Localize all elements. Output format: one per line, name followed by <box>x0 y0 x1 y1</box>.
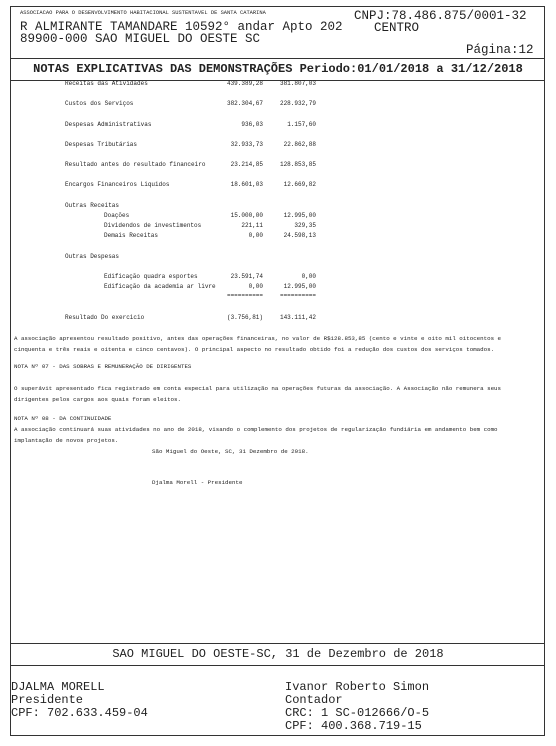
divider <box>10 643 545 644</box>
table-row: Demais Receitas 0,00 24.598,13 <box>104 232 316 239</box>
note-7-text: O superávit apresentado fica registrado em conta especial para utilização na operações futuras da associação. A Associação não remunera seus dirigentes pelos cargos aos quais foram eleitos. <box>14 385 502 403</box>
note-8-title: NOTA Nº 08 - DA CONTINUIDADE <box>14 415 112 422</box>
left-signatory-cpf: CPF: 702.633.459-04 <box>11 706 148 720</box>
date-line: São Miguel do Oeste, SC, 31 Dezembro de 2018. <box>152 448 309 455</box>
address-line-2: 89900-000 SAO MIGUEL DO OESTE SC <box>20 32 261 46</box>
table-row: Doações 15.000,00 12.995,00 <box>104 212 316 219</box>
note-8-text: A associação continuará suas atividades no ano de 2018, visando o complemento dos projetos de regularização fundiária em andamento bem como implantação de novos projetos. <box>14 426 498 444</box>
left-signatory-name: DJALMA MORELL <box>11 680 105 694</box>
address-line-1: R ALMIRANTE TAMANDARE 10592° andar Apto 202 <box>20 20 343 34</box>
table-row: Outras Despesas <box>65 253 120 260</box>
page-title: NOTAS EXPLICATIVAS DAS DEMONSTRAÇÕES Periodo:01/01/2018 a 31/12/2018 <box>33 62 523 76</box>
right-signatory-cpf: CPF: 400.368.719-15 <box>285 719 422 733</box>
right-signatory-role: Contador <box>285 693 343 707</box>
table-row: Custos dos Serviços 382.304,67 228.932,79 <box>65 100 316 107</box>
divider <box>10 665 545 666</box>
table-row: Despesas Administrativas 936,03 1.157,60 <box>65 121 316 128</box>
result-paragraph: A associação apresentou resultado positivo, antes das operações financeiras, no valor de R$128.853,85 (cento e vinte e oito mil oitocentos e cinquenta e três reais e oitenta e cinco centavos). O principal aspecto no resultado obtido foi a redução dos custos dos serviços tomados. <box>14 335 502 353</box>
page-number: Página:12 <box>466 43 534 57</box>
right-signatory-crc: CRC: 1 SC-012666/O-5 <box>285 706 430 720</box>
note-7-title: NOTA Nº 07 - DAS SOBRAS E REMUNERAÇÃO DE DIRIGENTES <box>14 363 192 370</box>
table-row: Edificação quadra esportes 23.591,74 0,00 <box>104 273 316 280</box>
table-row: Encargos Financeiros Liquidos 18.601,03 12.669,82 <box>65 181 316 188</box>
left-signatory-role: Presidente <box>11 693 84 707</box>
footer-place-date: SAO MIGUEL DO OESTE-SC, 31 de Dezembro de 2018 <box>112 647 444 661</box>
financial-table <box>0 0 556 330</box>
table-row: Resultado antes do resultado financeiro 23.214,85 128.853,85 <box>65 161 316 168</box>
table-row: ========== ========== <box>226 292 316 299</box>
cnpj: CNPJ:78.486.875/0001-32 <box>354 9 527 23</box>
district: CENTRO <box>374 21 420 35</box>
table-row: Dividendos de investimentos 221,11 329,35 <box>104 222 316 229</box>
table-row: Edificação da academia ar livre 0,00 12.995,00 <box>104 283 316 290</box>
right-signatory <box>285 681 429 733</box>
table-row: Resultado Do exercicio (3.756,81) 143.111,42 <box>65 314 316 321</box>
signature-line: Djalma Morell - Presidente <box>152 479 243 486</box>
left-signatory <box>11 681 148 720</box>
table-row: Outras Receitas <box>65 202 120 209</box>
table-row: Receitas das Atividades 439.389,28 381.807,03 <box>65 80 316 87</box>
table-row: Despesas Tributárias 32.933,73 22.862,88 <box>65 141 316 148</box>
right-signatory-name: Ivanor Roberto Simon <box>285 680 430 694</box>
association-name: ASSOCIACAO PARA O DESENVOLVIMENTO HABITACIONAL SUSTENTAVEL DE SANTA CATARINA <box>20 10 266 16</box>
